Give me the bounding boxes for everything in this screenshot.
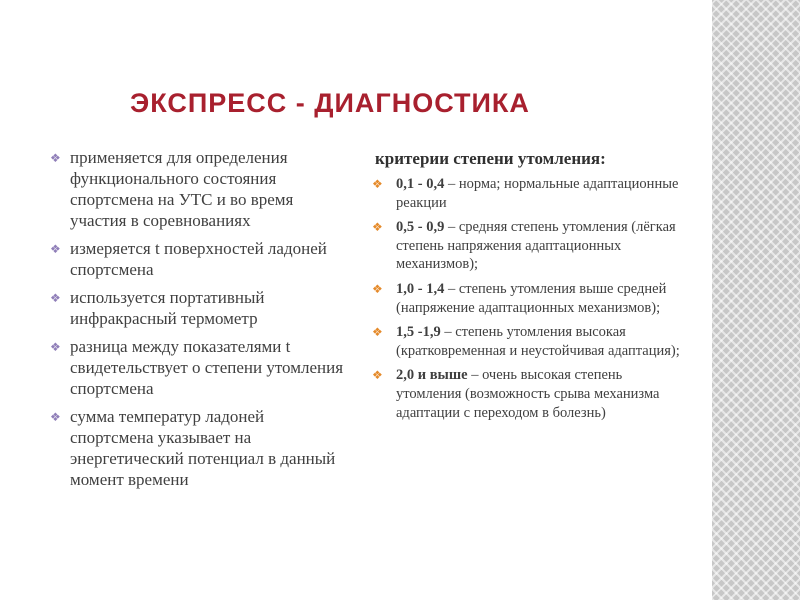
diamond-bullet-icon: ❖ xyxy=(372,220,383,235)
criteria-item xyxy=(372,323,684,360)
diamond-bullet-icon: ❖ xyxy=(50,410,61,424)
list-item xyxy=(50,147,350,231)
slide-title: ЭКСПРЕСС - ДИАГНОСТИКА xyxy=(130,88,530,118)
list-item-text: измеряется t поверхностей ладоней спортсмена xyxy=(70,239,327,279)
criteria-title: критерии степени утомления: xyxy=(375,149,606,168)
decorative-stripe xyxy=(712,0,800,600)
criteria-desc: – средняя степень утомления (лёгкая степень напряжения адаптационных механизмов); xyxy=(396,219,676,273)
criteria-range: 1,5 -1,9 xyxy=(396,324,441,341)
list-item-text: используется портативный инфракрасный термометр xyxy=(70,288,265,328)
diamond-bullet-icon: ❖ xyxy=(372,177,383,191)
criteria-range: 0,1 - 0,4 xyxy=(396,176,445,192)
criteria-desc: – норма; нормальные адаптационные реакции xyxy=(396,176,679,211)
criteria-range: 0,5 - 0,9 xyxy=(396,219,445,236)
list-item-text: сумма температур ладоней спортсмена указывает на энергетический потенциал в данный момент времени xyxy=(70,407,336,489)
diamond-bullet-icon: ❖ xyxy=(50,242,61,256)
list-item xyxy=(50,336,350,399)
criteria-range: 2,0 и выше xyxy=(396,367,468,384)
criteria-desc: – очень высокая степень утомления (возможность срыва механизма адаптации с переходом в болезнь) xyxy=(396,367,660,421)
criteria-desc: – степень утомления выше средней (напряжение адаптационных механизмов); xyxy=(396,280,667,316)
diamond-bullet-icon: ❖ xyxy=(50,291,61,305)
criteria-item xyxy=(372,175,684,212)
diamond-bullet-icon: ❖ xyxy=(50,151,61,165)
criteria-list xyxy=(372,175,684,428)
criteria-item xyxy=(372,366,684,422)
criteria-item xyxy=(372,218,684,274)
diamond-bullet-icon: ❖ xyxy=(50,340,61,354)
diamond-bullet-icon: ❖ xyxy=(372,281,383,296)
diamond-bullet-icon: ❖ xyxy=(372,368,383,383)
list-item xyxy=(50,406,350,490)
list-item-text: разница между показателями t свидетельствует о степени утомления спортсмена xyxy=(70,337,344,398)
criteria-desc: – степень утомления высокая (кратковременная и неустойчивая адаптация); xyxy=(396,324,680,359)
diamond-bullet-icon: ❖ xyxy=(372,325,383,340)
list-item-text: применяется для определения функционального состояния спортсмена на УТС и во время участия в соревнованиях xyxy=(70,148,294,230)
criteria-item xyxy=(372,280,684,317)
method-list xyxy=(50,147,350,497)
list-item xyxy=(50,238,350,280)
list-item xyxy=(50,287,350,329)
criteria-range: 1,0 - 1,4 xyxy=(396,280,445,297)
